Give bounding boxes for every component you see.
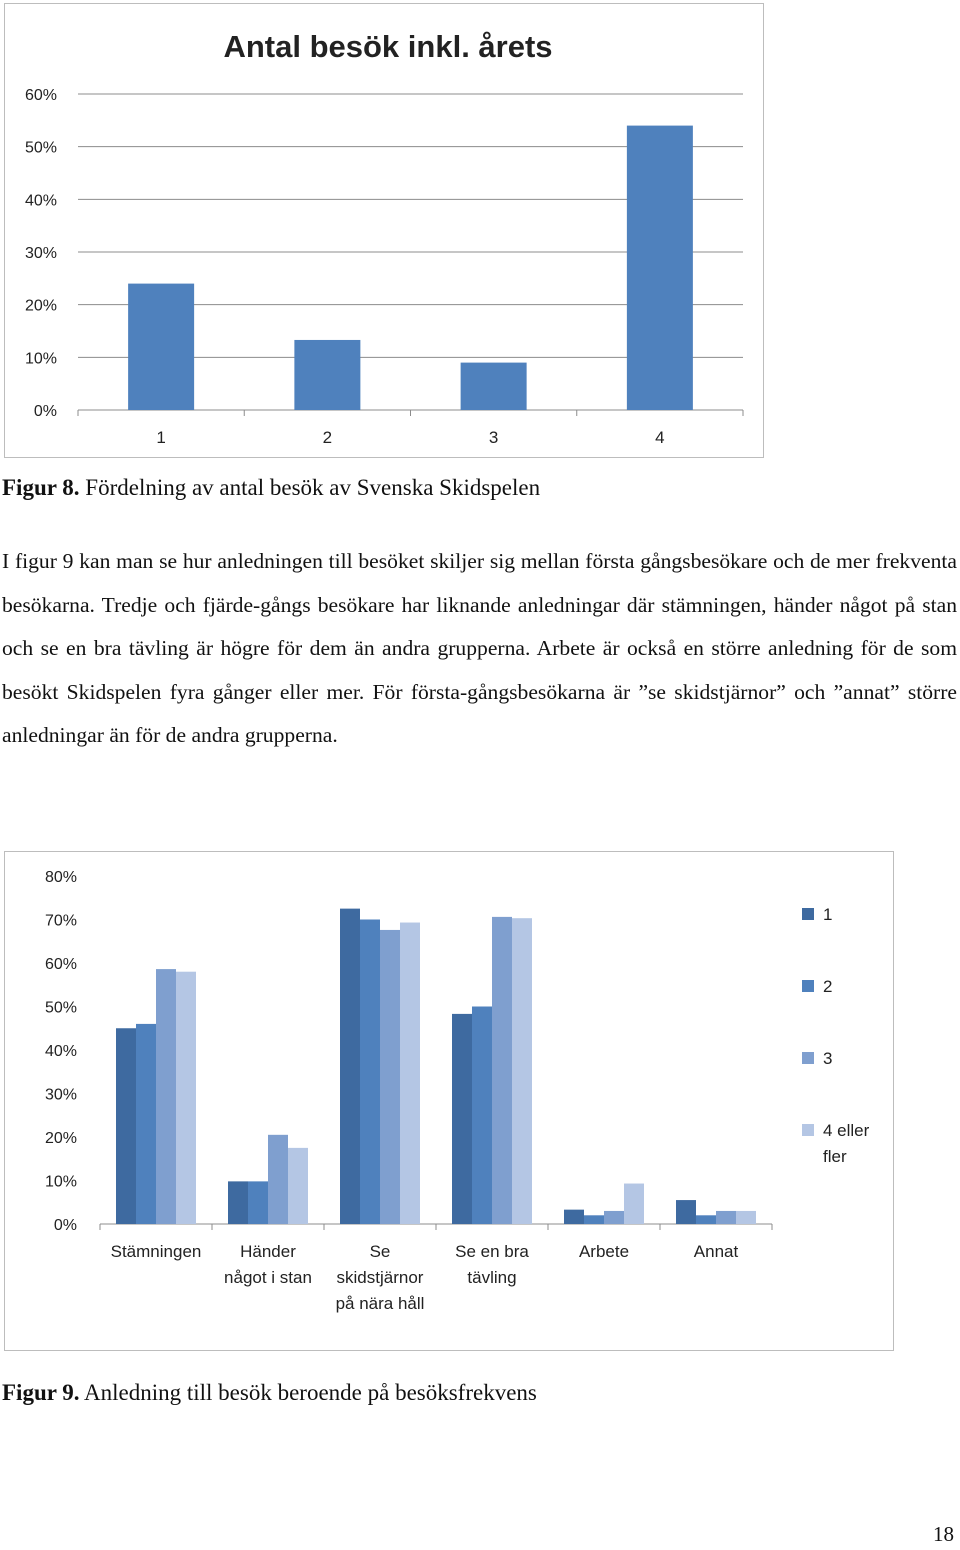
bar: [136, 1024, 156, 1224]
chart-reasons-svg: [5, 852, 893, 1350]
bar: [116, 1028, 136, 1224]
y-tick-label: 20%: [44, 1130, 77, 1147]
x-tick-label: 4: [655, 428, 665, 447]
legend-label-line: 2: [823, 977, 833, 996]
bar: [736, 1211, 756, 1224]
x-tick-label-line: Händer: [240, 1242, 296, 1261]
bar: [156, 969, 176, 1224]
figure-9-label: Figur 9.: [2, 1380, 80, 1405]
bar: [128, 284, 194, 410]
figure-9-caption: [2, 1378, 537, 1408]
y-tick-label: 40%: [44, 1043, 77, 1060]
legend-swatch: [802, 980, 814, 992]
y-tick-label: 80%: [44, 869, 77, 886]
bar: [696, 1215, 716, 1224]
bar: [248, 1181, 268, 1224]
x-tick-label: [579, 1242, 629, 1261]
page-number: 18: [933, 1522, 954, 1546]
x-tick-label: [111, 1242, 202, 1261]
y-tick-label: 60%: [24, 87, 57, 104]
legend-label: [823, 977, 832, 996]
legend-swatch: [802, 908, 814, 920]
legend-label: [823, 1049, 832, 1068]
bar: [268, 1135, 288, 1224]
y-tick-label: 50%: [44, 999, 77, 1017]
bar: [492, 917, 512, 1224]
bar: [716, 1211, 736, 1224]
bar: [452, 1014, 472, 1224]
bar: [400, 923, 420, 1224]
x-tick-label-line: tävling: [467, 1268, 517, 1287]
bar: [472, 1007, 492, 1225]
x-tick-label-line: Stämningen: [110, 1242, 202, 1261]
x-tick-label: 1: [156, 428, 166, 447]
figure-9-text: Anledning till besök beroende på besöksfrekvens: [79, 1380, 537, 1405]
x-tick-label-line: Annat: [693, 1242, 739, 1261]
bar: [624, 1184, 644, 1224]
bar: [676, 1200, 696, 1224]
chart-reasons: [4, 851, 894, 1351]
bar: [360, 920, 380, 1225]
bar: [294, 340, 360, 410]
legend-label-line: fler: [823, 1147, 847, 1166]
legend-swatch: [802, 1124, 814, 1136]
x-tick-label-line: på nära håll: [335, 1294, 425, 1313]
legend-label: [823, 905, 832, 924]
bar: [176, 972, 196, 1224]
x-tick-label: [336, 1242, 425, 1313]
y-tick-label: 60%: [44, 956, 77, 973]
y-tick-label: 50%: [24, 139, 57, 157]
bar: [340, 909, 360, 1224]
bar: [512, 918, 532, 1224]
legend-label-line: 4 eller: [823, 1121, 870, 1140]
chart-visits-svg: [5, 4, 763, 457]
chart-visits: [4, 3, 764, 458]
x-tick-label-line: Se: [369, 1242, 391, 1261]
figure-8-caption: [2, 473, 540, 503]
x-tick-label-line: något i stan: [224, 1268, 312, 1287]
figure-8-text: Fördelning av antal besök av Svenska Skidspelen: [79, 475, 541, 500]
bar: [228, 1181, 248, 1224]
y-tick-label: 40%: [24, 192, 57, 210]
y-tick-label: 20%: [24, 297, 57, 315]
bar: [627, 126, 693, 410]
bar: [380, 930, 400, 1224]
bar: [584, 1215, 604, 1224]
y-tick-label: 0%: [33, 403, 57, 420]
x-tick-label: 2: [322, 428, 333, 447]
bar: [564, 1210, 584, 1224]
y-tick-label: 70%: [44, 912, 77, 930]
x-tick-label-line: skidstjärnor: [336, 1268, 424, 1287]
legend-label: [823, 1121, 870, 1166]
bar: [288, 1148, 308, 1224]
x-tick-label: [455, 1242, 529, 1287]
bar: [604, 1211, 624, 1224]
figure-8-label: Figur 8.: [2, 475, 80, 500]
body-paragraph: I figur 9 kan man se hur anledningen till besöket skiljer sig mellan första gångsbesökare och de mer frekventa besökarna. Tredje och fjärde-gångs besökare har liknande anledningar där stämningen, händer något på stan och se en bra tävling är högre för dem än andra grupperna. Arbete är också en större anledning för de som besökt Skidspelen fyra gånger eller mer. För första-gångsbesökarna är ”se skidstjärnor” och ”annat” större anledningar än för de andra grupperna.: [2, 549, 957, 748]
x-tick-label-line: Se en bra: [455, 1242, 529, 1261]
y-tick-label: 0%: [53, 1217, 77, 1234]
legend-label-line: 3: [823, 1049, 833, 1068]
bar: [461, 363, 527, 410]
y-tick-label: 30%: [24, 245, 57, 262]
x-tick-label: [694, 1242, 739, 1261]
chart-title: Antal besök inkl. årets: [223, 29, 553, 64]
y-tick-label: 10%: [24, 350, 57, 368]
x-tick-label: 3: [488, 428, 499, 447]
legend-swatch: [802, 1052, 814, 1064]
legend-label-line: 1: [823, 905, 833, 924]
x-tick-label: [224, 1242, 312, 1287]
x-tick-label-line: Arbete: [578, 1242, 630, 1261]
y-tick-label: 10%: [44, 1173, 77, 1191]
y-tick-label: 30%: [44, 1086, 77, 1104]
